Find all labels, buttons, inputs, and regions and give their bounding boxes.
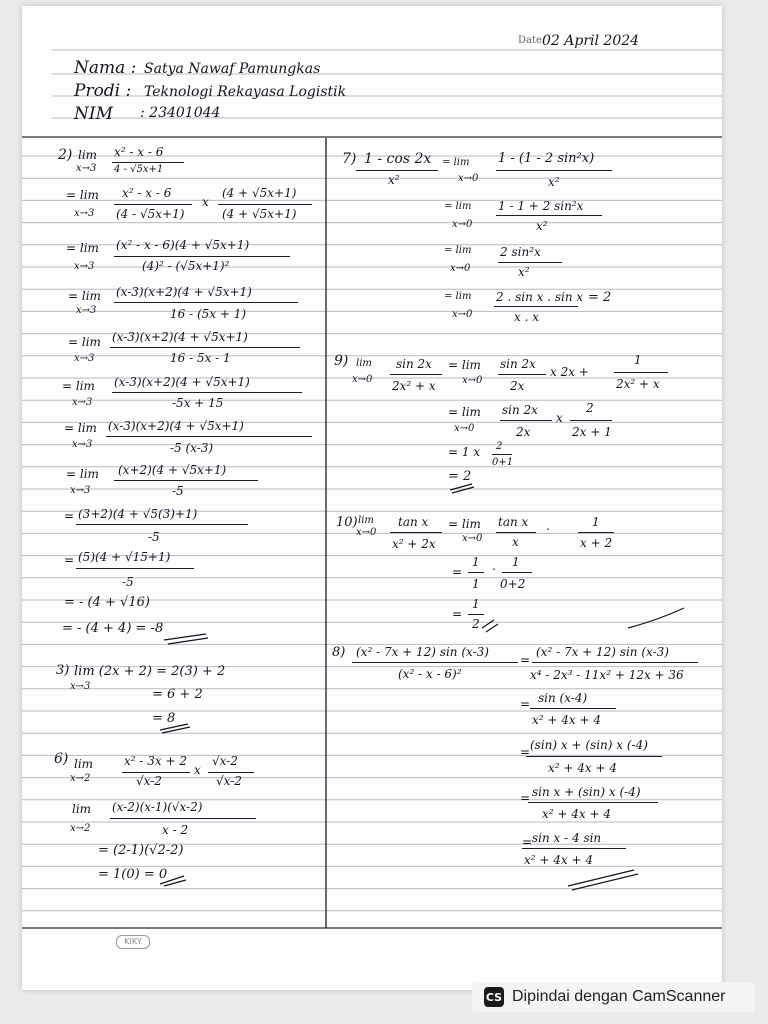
- p3-line2: = 6 + 2: [152, 687, 203, 702]
- p9-line2-den: 2x: [516, 425, 531, 439]
- p6-line4: = 1(0) = 0: [98, 867, 168, 882]
- p9-line4: = 2: [448, 469, 472, 484]
- camscanner-icon: CS: [484, 987, 504, 1007]
- p2-line9-eq: =: [64, 509, 75, 523]
- p6-line1-den2: √x-2: [216, 774, 242, 788]
- p10-line2-num: 1: [472, 555, 480, 569]
- p9-line1-eq: = lim: [448, 358, 481, 372]
- p7-line3-den: x²: [518, 265, 530, 279]
- p2-line3-sub: x→3: [74, 261, 95, 272]
- p3-line3: = 8: [152, 711, 176, 726]
- p8-line5-eq: =: [522, 835, 533, 849]
- p2-line10-den: -5: [122, 575, 134, 589]
- p2-line2-times: x: [202, 195, 209, 209]
- p8-line4-den: x² + 4x + 4: [542, 807, 611, 821]
- p6-line2-bar: [110, 818, 256, 819]
- p2-line2-bar1: [114, 204, 192, 205]
- nim-value: : 23401044: [140, 105, 221, 121]
- p2-line2-den1: (4 - √5x+1): [116, 207, 185, 221]
- p7-line4-eq: = lim: [444, 291, 472, 302]
- p9-line2-eq: = lim: [448, 405, 481, 419]
- p6-line1-lim: lim: [74, 757, 94, 771]
- problem-8-number: 8): [332, 645, 346, 660]
- p8-line1-eq: =: [520, 653, 531, 667]
- p2-line1-numerator: x² - x - 6: [114, 145, 164, 159]
- p2-line5-num: (x-3)(x+2)(4 + √5x+1): [112, 330, 248, 344]
- p2-line4-bar: [114, 302, 298, 303]
- p6-line1-num2: √x-2: [212, 754, 238, 768]
- p7-line3-eq: = lim: [444, 245, 472, 256]
- p8-line5-bar: [522, 848, 626, 849]
- p2-line2-num2: (4 + √5x+1): [222, 186, 297, 200]
- p10-line3-num: 1: [472, 597, 480, 611]
- p10-answer-underline: [478, 606, 688, 636]
- p2-line7-lim: = lim: [64, 421, 97, 435]
- p2-line5-lim: = lim: [68, 335, 101, 349]
- p9-line1-den2: 2x: [510, 379, 525, 393]
- p2-line2-lim: = lim: [66, 188, 99, 202]
- p9-line2-bar: [500, 420, 552, 421]
- nim-label: NIM: [74, 104, 113, 124]
- p8-line1-right-den: x⁴ - 2x³ - 11x² + 12x + 36: [530, 668, 684, 682]
- p2-line1-fraction-bar: [112, 162, 184, 163]
- p7-line2-den: x²: [536, 219, 548, 233]
- p10-line1-sub2: x→0: [462, 533, 483, 544]
- prodi-label: Prodi :: [74, 81, 132, 101]
- p7-line2-bar: [496, 215, 602, 216]
- p7-line3-num: 2 sin²x: [500, 245, 541, 259]
- p9-line2-num: sin 2x: [502, 403, 538, 417]
- p10-line1-lim: lim: [358, 515, 374, 526]
- notebook-page: [22, 6, 722, 990]
- p7-line2-num: 1 - 1 + 2 sin²x: [498, 199, 584, 213]
- p9-line1-bar: [390, 374, 442, 375]
- problem-10-number: 10): [336, 515, 358, 530]
- p2-line9-den: -5: [148, 530, 160, 544]
- p10-line1-sub: x→0: [356, 527, 377, 538]
- p8-answer-underline: [562, 864, 642, 892]
- p2-line10-num: (5)(4 + √15+1): [78, 550, 171, 564]
- p9-line1-lim: lim: [356, 358, 372, 369]
- p10-line1-bar: [390, 532, 442, 533]
- p2-line7-bar: [106, 436, 312, 437]
- p2-line6-sub: x→3: [72, 397, 93, 408]
- p3-line1-sub: x→3: [70, 681, 91, 692]
- p9-line1-den: 2x² + x: [392, 379, 436, 393]
- p2-line2-den2: (4 + √5x+1): [222, 207, 297, 221]
- p2-line9-num: (3+2)(4 + √5(3)+1): [78, 507, 198, 521]
- p10-line2-dot: .: [492, 559, 496, 573]
- p10-line2-den2: 0+2: [500, 577, 526, 591]
- p9-line3: = 1 x: [448, 445, 481, 459]
- p8-line3-den: x² + 4x + 4: [548, 761, 617, 775]
- p7-line2-eq: = lim: [444, 201, 472, 212]
- problem-9-number: 9): [334, 353, 349, 369]
- problem-3-number: 3): [56, 663, 70, 678]
- p2-line12: = - (4 + 4) = -8: [62, 621, 164, 636]
- problem-2-number: 2): [58, 147, 73, 163]
- p7-line4-result: = 2: [588, 290, 612, 305]
- p9-line1-den3: 2x² + x: [616, 377, 660, 391]
- p10-line1-dot: .: [546, 519, 550, 533]
- p8-line2-num: sin (x-4): [538, 691, 588, 705]
- p10-line1-den: x² + 2x: [392, 537, 436, 551]
- p8-line2-eq: =: [520, 697, 531, 711]
- p10-line1-den3: x + 2: [580, 536, 613, 550]
- p2-line1-denominator: 4 - √5x+1: [114, 164, 164, 175]
- p2-line7-num: (x-3)(x+2)(4 + √5x+1): [108, 419, 244, 433]
- p7-line4-num: 2 . sin x . sin x: [496, 290, 584, 304]
- p9-line2-den2: 2x + 1: [572, 425, 612, 439]
- p9-line1-num2: sin 2x: [500, 357, 536, 371]
- p2-line3-bar: [114, 256, 290, 257]
- p2-line2-sub: x→3: [74, 208, 95, 219]
- p9-line3-bar: [492, 454, 512, 455]
- p8-line1-right-bar: [532, 662, 698, 663]
- p2-line3-den: (4)² - (√5x+1)²: [142, 259, 230, 273]
- nama-label: Nama :: [74, 58, 137, 78]
- p7-line1-right-den: x²: [548, 175, 560, 189]
- notebook-brand-mark: KIKY: [116, 935, 150, 949]
- p6-answer-underline: [158, 872, 188, 888]
- p8-line3-num: (sin) x + (sin) x (-4): [530, 738, 648, 752]
- camscanner-watermark: [472, 982, 755, 1012]
- camscanner-text: Dipindai dengan CamScanner: [512, 988, 726, 1005]
- p2-line4-lim: = lim: [68, 289, 101, 303]
- p6-line1-num1: x² - 3x + 2: [124, 754, 187, 768]
- p2-line9-bar: [76, 524, 248, 525]
- p2-line2-num1: x² - x - 6: [122, 186, 172, 200]
- p2-line8-den: -5: [172, 484, 184, 498]
- p10-line1-num: tan x: [398, 515, 429, 529]
- p8-line5-num: sin x - 4 sin: [532, 831, 602, 845]
- p8-line2-bar: [530, 708, 616, 709]
- p9-line1-bar2: [498, 374, 546, 375]
- p6-line1-sub: x→2: [70, 773, 91, 784]
- p10-line1-eq: = lim: [448, 517, 481, 531]
- p10-line2-num2: 1: [512, 555, 520, 569]
- date-label: Date: [518, 35, 542, 46]
- p7-line4-bar: [494, 306, 578, 307]
- p2-line8-lim: = lim: [66, 467, 99, 481]
- p2-line1-limit-sub: x→3: [76, 163, 97, 174]
- p9-line2-sub: x→0: [454, 423, 475, 434]
- p2-line4-sub: x→3: [76, 305, 97, 316]
- p2-line4-num: (x-3)(x+2)(4 + √5x+1): [116, 285, 252, 299]
- p10-line1-bar3: [578, 532, 614, 533]
- p2-line3-num: (x² - x - 6)(4 + √5x+1): [116, 238, 250, 252]
- p3-line1: lim (2x + 2) = 2(3) + 2: [74, 664, 226, 679]
- p7-line1-right-num: 1 - (1 - 2 sin²x): [498, 151, 595, 166]
- p2-line7-den: -5 (x-3): [170, 441, 214, 455]
- p7-line4-den: x . x: [514, 310, 539, 324]
- p10-line1-bar2: [496, 532, 536, 533]
- p6-line2-den: x - 2: [162, 823, 189, 837]
- p8-line1-bar: [352, 662, 518, 663]
- p7-line1-eq-lim: = lim: [442, 157, 470, 168]
- p6-line3: = (2-1)(√2-2): [98, 843, 184, 858]
- p8-line4-bar: [528, 802, 658, 803]
- p10-line3-eq: =: [452, 607, 463, 621]
- p10-line1-num3: 1: [592, 515, 600, 529]
- p2-line11: = - (4 + √16): [64, 595, 150, 610]
- p7-line1-numerator: 1 - cos 2x: [364, 151, 432, 167]
- p8-line1-num: (x² - 7x + 12) sin (x-3): [356, 645, 489, 659]
- p2-line5-den: 16 - 5x - 1: [170, 351, 231, 365]
- p7-line4-sub: x→0: [452, 309, 473, 320]
- p2-line7-sub: x→3: [72, 439, 93, 450]
- p9-line1-num: sin 2x: [396, 357, 432, 371]
- p9-line1-sub2: x→0: [462, 375, 483, 386]
- p8-line1-den: (x² - x - 6)²: [398, 667, 462, 681]
- p7-line1-denominator: x²: [388, 173, 400, 187]
- prodi-value: Teknologi Rekayasa Logistik: [144, 84, 347, 100]
- p10-line1-num2: tan x: [498, 515, 529, 529]
- p6-line1-times: x: [194, 763, 201, 777]
- p9-line1-bar3: [614, 372, 668, 373]
- p9-line2-num2: 2: [586, 401, 594, 415]
- p2-line6-bar: [112, 392, 302, 393]
- p2-line2-bar2: [218, 204, 312, 205]
- p7-line1-bar: [356, 170, 438, 171]
- p10-line2-den: 1: [472, 577, 480, 591]
- p3-answer-underline: [158, 718, 192, 734]
- p6-line2-sub: x→2: [70, 823, 91, 834]
- p6-line2-num: (x-2)(x-1)(√x-2): [112, 800, 203, 814]
- p2-answer-underline: [162, 626, 212, 646]
- nama-value: Satya Nawaf Pamungkas: [144, 61, 321, 77]
- p2-line6-lim: = lim: [62, 379, 95, 393]
- date-value: 02 April 2024: [542, 33, 640, 49]
- p9-answer-underline: [448, 478, 478, 494]
- p6-line1-den1: √x-2: [136, 774, 162, 788]
- p9-line1-num3: 1: [634, 353, 642, 367]
- p7-line3-sub: x→0: [450, 263, 471, 274]
- p7-line2-sub: x→0: [452, 219, 473, 230]
- p10-line3-den: 2: [472, 617, 480, 631]
- p8-line3-eq: =: [520, 745, 531, 759]
- p8-line2-den: x² + 4x + 4: [532, 713, 601, 727]
- p8-line3-bar: [526, 756, 662, 757]
- p9-line1-times: x 2x +: [550, 365, 589, 379]
- p9-line2-bar2: [570, 420, 612, 421]
- p10-line1-den2: x: [512, 535, 519, 549]
- p7-line3-bar: [498, 262, 562, 263]
- problem-6-number: 6): [54, 751, 69, 767]
- p8-line4-num: sin x + (sin) x (-4): [532, 785, 641, 799]
- p2-line4-den: 16 - (5x + 1): [170, 307, 247, 321]
- p2-line3-lim: = lim: [66, 241, 99, 255]
- p2-line8-sub: x→3: [70, 485, 91, 496]
- p2-line8-bar: [114, 480, 258, 481]
- p10-line2-eq: =: [452, 565, 463, 579]
- p7-line1-right-bar: [496, 170, 612, 171]
- p6-line1-bar1: [122, 772, 190, 773]
- p6-line2-lim: lim: [72, 802, 92, 816]
- p9-line3-num: 2: [496, 441, 503, 452]
- p2-line1-lim: lim: [78, 148, 98, 162]
- p2-line10-bar: [76, 568, 194, 569]
- p6-line1-bar2: [208, 772, 254, 773]
- p10-line2-bar: [468, 572, 484, 573]
- p2-line8-num: (x+2)(4 + √5x+1): [118, 463, 227, 477]
- p8-line4-eq: =: [520, 791, 531, 805]
- p2-line6-den: -5x + 15: [172, 396, 224, 410]
- p7-line1-sub: x→0: [458, 173, 479, 184]
- p9-line1-sub: x→0: [352, 374, 373, 385]
- p2-line5-sub: x→3: [74, 353, 95, 364]
- p8-line1-right-num: (x² - 7x + 12) sin (x-3): [536, 645, 669, 659]
- p2-line6-num: (x-3)(x+2)(4 + √5x+1): [114, 375, 250, 389]
- p8-line5-den: x² + 4x + 4: [524, 853, 593, 867]
- problem-7-number: 7): [342, 151, 357, 167]
- p2-line5-bar: [110, 347, 300, 348]
- p2-line10-eq: =: [64, 553, 75, 567]
- p10-line2-bar2: [502, 572, 532, 573]
- p9-line3-den: 0+1: [492, 457, 514, 468]
- p9-line2-times: x: [556, 411, 563, 425]
